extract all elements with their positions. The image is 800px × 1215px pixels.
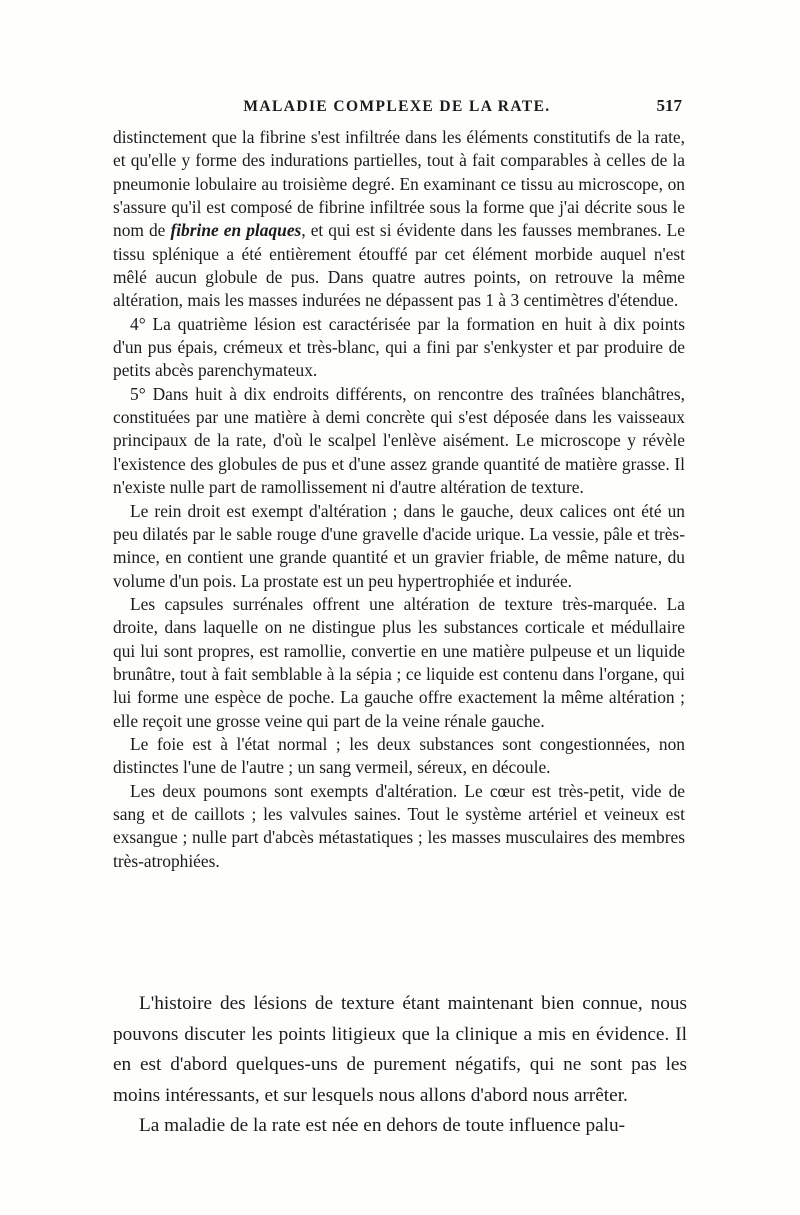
italic-term: fibrine en plaques: [170, 220, 302, 241]
paragraph-adrenals: Les capsules surrénales offrent une altération de texture très-marquée. La droite, dans laquelle on ne distingue plus les substances corticale et médullaire qui lui sont propres, est ramollie, convertie en une matière pulpeuse et un liquide brunâtre, tout à fait semblable à la sépia ; ce liquide est contenu dans l'organe, qui lui forme une espèce de poche. La gauche offre exactement la même altération ; elle reçoit une grosse veine qui part de la veine rénale gauche.: [113, 593, 685, 731]
small-print-section: [113, 126, 685, 873]
paragraph-spleen-origin: La maladie de la rate est née en dehors de toute influence palu-: [139, 1115, 626, 1137]
paragraph-lesion-5: 5° Dans huit à dix endroits différents, on rencontre des traînées blanchâtres, constituées par une matière à demi concrète qui s'est déposée dans les vaisseaux principaux de la rate, d'où le scalpel l'enlève aisément. Le microscope y révèle l'existence des globules de pus et d'une assez grande quantité de matière grasse. Il n'existe nulle part de ramollissement ni d'autre altération de texture.: [113, 383, 685, 498]
paragraph-discussion: L'histoire des lésions de texture étant maintenant bien connue, nous pouvons discuter les points litigieux que la clinique a mis en évidence. Il en est d'abord quelques-uns de purement négatifs, qui ne sont pas les moins intéressants, et sur lesquels nous allons d'abord nous arrêter.: [113, 993, 687, 1106]
paragraph-text: distinctement que la fibrine s'est infiltrée dans les éléments constitutifs de la rate, et qu'elle y forme des indurations partielles, tout à fait comparables à celles de la pneumonie lobulaire au troisième degré. En examinant ce tissu au microscope, on s'assure qu'il est composé de fibrine infiltrée sous la forme que j'ai décrite sous le nom de: [113, 127, 685, 241]
paragraph-kidneys: Le rein droit est exempt d'altération ; dans le gauche, deux calices ont été un peu dilatés par le sable rouge d'une gravelle d'acide urique. La vessie, pâle et très-mince, en contient une grande quantité et un gravier friable, de même nature, du volume d'un pois. La prostate est un peu hypertrophiée et indurée.: [113, 500, 685, 591]
page-header: [112, 98, 682, 122]
paragraph-lungs-heart: Les deux poumons sont exempts d'altération. Le cœur est très-petit, vide de sang et de caillots ; les valvules saines. Tout le système artériel et veineux est exsangue ; nulle part d'abcès métastatiques ; les masses musculaires des membres très-atrophiées.: [113, 780, 685, 871]
paragraph-text: , et qui est si évidente dans les fausses membranes. Le tissu splénique a été entièrement étouffé par cet élément morbide auquel n'est mêlé aucun globule de pus. Dans quatre autres points, on retrouve la même altération, mais les masses indurées ne dépassent pas 1 à 3 centimètres d'étendue.: [113, 220, 685, 311]
running-head: MALADIE COMPLEXE DE LA RATE.: [243, 98, 551, 115]
main-text-section: [113, 989, 687, 1142]
paragraph-lesion-4: 4° La quatrième lésion est caractérisée par la formation en huit à dix points d'un pus épais, crémeux et très-blanc, qui a fini par s'enkyster et par produire de petits abcès parenchymateux.: [113, 313, 685, 381]
paragraph-continued: [113, 126, 685, 313]
paragraph-liver: Le foie est à l'état normal ; les deux substances sont congestionnées, non distinctes l'une de l'autre ; un sang vermeil, séreux, en découle.: [113, 733, 685, 778]
page-number: 517: [656, 96, 682, 115]
